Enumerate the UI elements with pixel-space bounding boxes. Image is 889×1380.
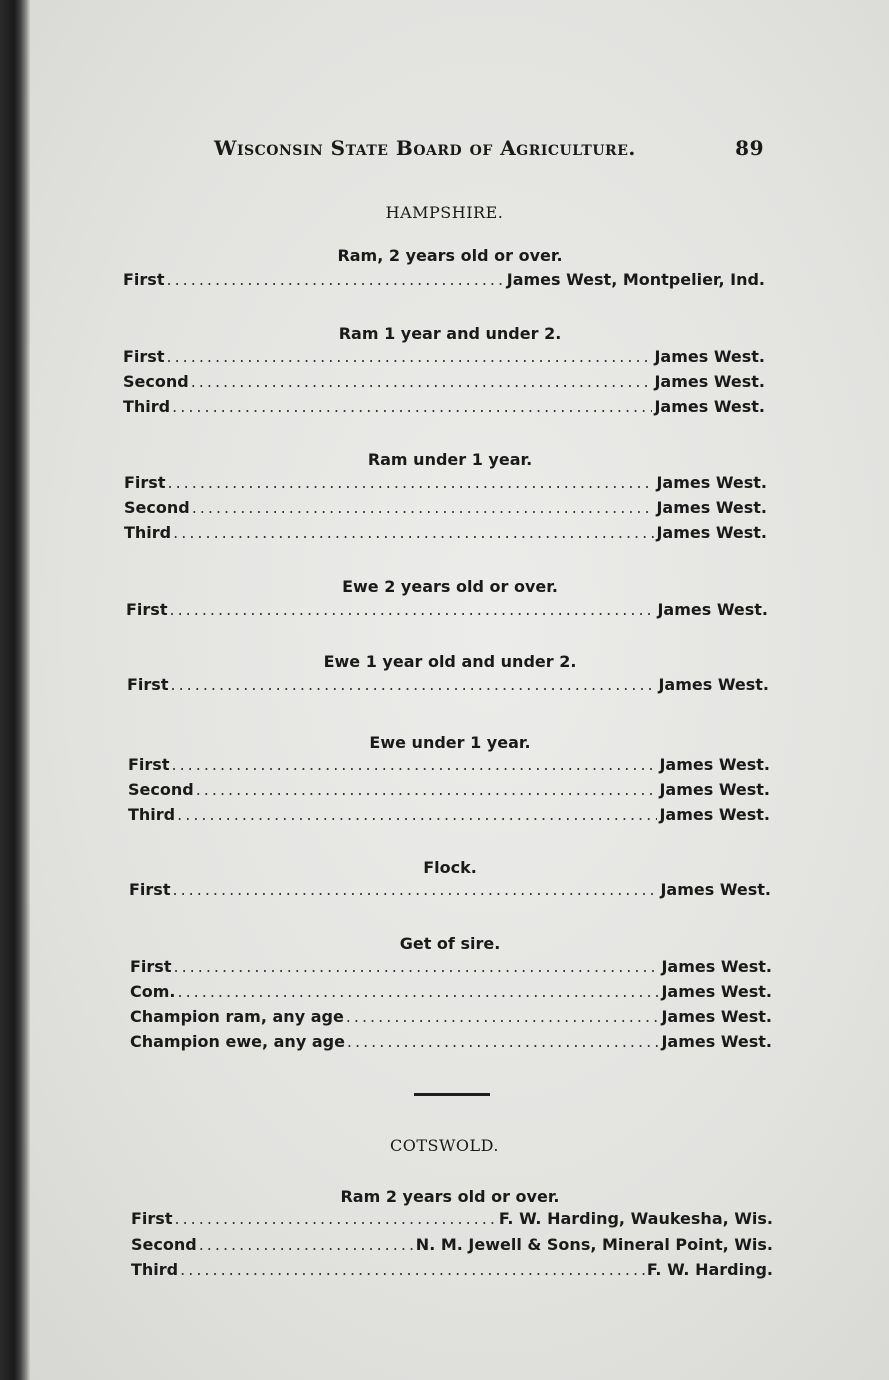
- award-entry: [124, 498, 767, 517]
- class-title: Flock.: [423, 858, 477, 877]
- award-winner: James West.: [660, 880, 771, 899]
- award-winner: James West.: [661, 957, 772, 976]
- award-place: Second: [123, 372, 189, 391]
- award-place: First: [123, 270, 165, 289]
- page-number: 89: [735, 136, 764, 160]
- award-place: Third: [128, 805, 176, 824]
- award-place: First: [130, 957, 172, 976]
- dot-leader: [196, 780, 658, 799]
- award-place: Com.: [130, 982, 176, 1001]
- class-title: Ewe 2 years old or over.: [342, 577, 558, 596]
- dot-leader: [169, 600, 655, 619]
- award-entry: [123, 397, 765, 416]
- award-winner: F. W. Harding.: [646, 1260, 773, 1279]
- dot-leader: [180, 1260, 645, 1279]
- award-entry: [128, 780, 770, 799]
- award-entry: [123, 347, 765, 366]
- class-title: Ram, 2 years old or over.: [337, 246, 563, 265]
- dot-leader: [174, 1209, 496, 1228]
- dot-leader: [177, 982, 659, 1001]
- award-entry: [127, 675, 769, 694]
- award-place: First: [124, 473, 166, 492]
- dot-leader: [346, 1007, 660, 1026]
- dot-leader: [347, 1032, 660, 1051]
- award-winner: James West.: [657, 600, 768, 619]
- award-entry: [128, 805, 770, 824]
- award-entry: [128, 755, 770, 774]
- award-place: Third: [123, 397, 171, 416]
- award-winner: James West.: [656, 523, 767, 542]
- dot-leader: [173, 523, 654, 542]
- dot-leader: [170, 675, 656, 694]
- award-entry: [123, 270, 765, 289]
- section-divider-rule: [414, 1093, 490, 1096]
- award-entry: [124, 523, 767, 542]
- award-place: Champion ram, any age: [130, 1007, 344, 1026]
- award-entry: [131, 1235, 773, 1254]
- award-winner: James West.: [659, 780, 770, 799]
- award-winner: James West.: [658, 675, 769, 694]
- award-winner: James West.: [654, 347, 765, 366]
- dot-leader: [172, 880, 658, 899]
- award-winner: James West.: [654, 372, 765, 391]
- class-title: Ram under 1 year.: [367, 450, 533, 469]
- award-entry: [131, 1260, 773, 1279]
- dot-leader: [172, 397, 652, 416]
- award-winner: James West.: [654, 397, 765, 416]
- dot-leader: [199, 1235, 414, 1254]
- award-winner: James West.: [659, 755, 770, 774]
- award-place: Champion ewe, any age: [130, 1032, 345, 1051]
- award-winner: James West.: [656, 498, 767, 517]
- dot-leader: [171, 755, 657, 774]
- award-place: First: [128, 755, 170, 774]
- dot-leader: [166, 347, 652, 366]
- award-winner: James West.: [656, 473, 767, 492]
- award-entry: [130, 982, 772, 1001]
- class-title: Ram 1 year and under 2.: [338, 324, 562, 343]
- award-entry: [130, 1032, 772, 1051]
- award-winner: F. W. Harding, Waukesha, Wis.: [498, 1209, 773, 1228]
- award-place: Second: [124, 498, 190, 517]
- award-winner: James West.: [659, 805, 770, 824]
- dot-leader: [166, 270, 504, 289]
- award-place: First: [131, 1209, 173, 1228]
- award-entry: [126, 600, 768, 619]
- award-place: First: [127, 675, 169, 694]
- award-entry: [130, 957, 772, 976]
- class-title: Get of sire.: [399, 934, 501, 953]
- award-place: Second: [131, 1235, 197, 1254]
- section-title-hampshire: HAMPSHIRE.: [385, 203, 504, 222]
- dot-leader: [173, 957, 659, 976]
- class-title: Ram 2 years old or over.: [340, 1187, 560, 1206]
- dot-leader: [177, 805, 657, 824]
- award-winner: James West, Montpelier, Ind.: [506, 270, 765, 289]
- award-place: First: [123, 347, 165, 366]
- award-entry: [123, 372, 765, 391]
- award-place: First: [126, 600, 168, 619]
- dot-leader: [192, 498, 655, 517]
- running-head-title: Wisconsin State Board of Agriculture.: [214, 136, 636, 160]
- award-winner: James West.: [661, 1007, 772, 1026]
- award-winner: N. M. Jewell & Sons, Mineral Point, Wis.: [415, 1235, 773, 1254]
- award-winner: James West.: [661, 982, 772, 1001]
- dot-leader: [167, 473, 654, 492]
- award-winner: James West.: [661, 1032, 772, 1051]
- award-entry: [131, 1209, 773, 1228]
- dot-leader: [191, 372, 653, 391]
- class-title: Ewe under 1 year.: [369, 733, 531, 752]
- running-head: [214, 136, 764, 164]
- award-place: Third: [131, 1260, 179, 1279]
- class-title: Ewe 1 year old and under 2.: [323, 652, 577, 671]
- award-place: Second: [128, 780, 194, 799]
- award-entry: [130, 1007, 772, 1026]
- award-place: First: [129, 880, 171, 899]
- award-entry: [129, 880, 771, 899]
- award-place: Third: [124, 523, 172, 542]
- award-entry: [124, 473, 767, 492]
- section-title-cotswold: COTSWOLD.: [389, 1136, 500, 1155]
